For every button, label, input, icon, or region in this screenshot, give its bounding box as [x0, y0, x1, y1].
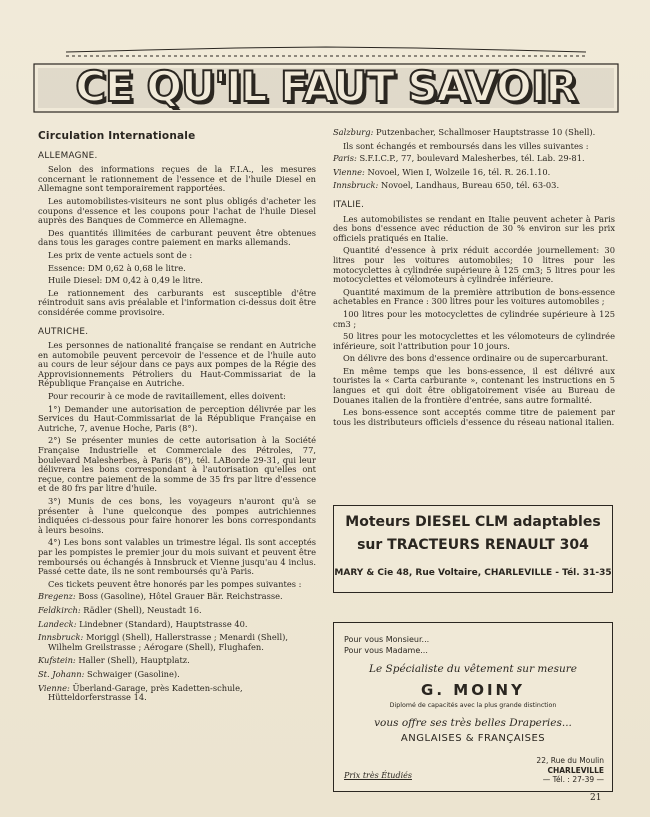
station-city: St. Johann:	[38, 668, 85, 679]
advertisement-tailor	[333, 622, 613, 792]
paragraph: Essence: DM 0,62 à 0,68 le litre.	[48, 262, 186, 273]
paragraph: Ils sont échangés et remboursés dans les villes suivantes :	[343, 140, 589, 151]
paragraph: Les automobilistes-visiteurs ne sont plus obligés d'acheter les coupons d'essence et les coupons pour l'achat de l'huile Diesel auprès des Banques de Commerce en Allemagne.	[38, 195, 316, 226]
station-city: Kufstein:	[38, 655, 76, 666]
ad-subheadline: sur TRACTEURS RENAULT 304	[357, 537, 589, 553]
ad-line-madame: Pour vous Madame...	[344, 646, 428, 655]
exchange-entry	[333, 154, 615, 164]
right-column	[333, 128, 615, 430]
station-text: Rädler (Shell), Neustadt 16.	[80, 604, 202, 615]
station-city: Salzburg:	[333, 127, 374, 137]
paragraph: En même temps que les bons-essence, il est délivré aux touristes la « Carta carburante », contenant les instructions en 5 langues et qui doit être obligatoirement visée au Bureau de Douanes italien de la frontière d'entrée, sans autre formalité.	[333, 365, 615, 405]
exchange-text: S.F.I.C.P., 77, boulevard Malesherbes, tél. Lab. 29-81.	[356, 153, 585, 164]
paragraph: On délivre des bons d'essence ordinaire ou de supercarburant.	[343, 353, 609, 364]
paragraph: 1°) Demander une autorisation de perception délivrée par les Services du Haut-Commissariat de la République Française en Autriche, 7, avenue Hoche, Paris (8°).	[38, 403, 316, 433]
ad-diploma-note: Diplomé de capacités avec la plus grande distinction	[389, 702, 557, 709]
paragraph: Les bons-essence sont acceptés comme titre de paiement par tous les distributeurs officiels d'essence du réseau national italien.	[333, 407, 615, 427]
exchange-city: Paris:	[333, 153, 357, 164]
station-entry	[333, 128, 615, 138]
station-city: Landeck:	[38, 618, 77, 629]
paragraph: 3°) Munis de ces bons, les voyageurs n'auront qu'à se présenter à l'une quelconque des pompes autrichiennes indiquées ci-dessous pour faire honorer les bons correspondants à leurs besoins.	[38, 496, 316, 535]
ad-address-block	[536, 756, 604, 785]
station-text: Moriggl (Shell), Hallerstrasse ; Menardi (Shell), Wilhelm Greilstrasse ; Aérogare (Shell), Flughafen.	[48, 632, 288, 652]
ad-price-note: Prix très Étudiés	[344, 771, 412, 780]
paragraph: 4°) Les bons sont valables un trimestre légal. Ils sont acceptés par les pompistes le premier jour du mois suivant et peuvent être remboursés ou échangés à Innsbruck et Vienne jusqu'au 4 inclus. Passé cette date, ils ne sont remboursés qu'à Paris.	[38, 537, 316, 577]
station-entry	[38, 592, 316, 602]
station-entry	[38, 633, 316, 652]
exchange-city: Innsbruck:	[333, 180, 379, 191]
section-title: Circulation Internationale	[38, 130, 196, 142]
ad-fabrics: ANGLAISES & FRANÇAISES	[400, 733, 546, 744]
station-entry	[38, 606, 316, 616]
paragraph: 2°) Se présenter munies de cette autorisation à la Société Française Industrielle et Commerciale des Pétroles, 77, boulevard Malesherbes, à Paris (8°), tél. LABorde 29-31, qui leur délivrera les bons correspondant à l'autorisation qu'elles ont reçue, contre paiement de la somme de 35 frs par litre d'essence et de 80 frs par litre d'huile.	[38, 435, 316, 494]
paragraph: Selon des informations reçues de la F.I.A., les mesures concernant le rationnement de l'essence et de l'huile Diesel en Allemagne sont temporairement rapportées.	[38, 164, 316, 194]
paragraph: Les personnes de nationalité française se rendant en Autriche en automobile peuvent percevoir de l'essence et de l'huile auto au cours de leur séjour dans ce pays aux pompes de la Régie des Approvisionnements Pétroliers du Haut-Commissariat de la République Française en Autriche.	[38, 340, 316, 389]
paragraph: Ces tickets peuvent être honorés par les pompes suivantes :	[48, 578, 302, 589]
ad-tagline: Le Spécialiste du vêtement sur mesure	[369, 663, 577, 675]
station-city: Bregenz:	[38, 591, 76, 602]
page-number: 21	[590, 793, 602, 803]
heading-allemagne: ALLEMAGNE.	[38, 150, 98, 161]
exchange-city: Vienne:	[333, 166, 365, 177]
station-text: Überland-Garage, près Kadetten-schule, Hütteldorferstrasse 14.	[48, 682, 243, 703]
paragraph: Pour recourir à ce mode de ravitaillement, elles doivent:	[48, 391, 286, 402]
paragraph: Quantité maximum de la première attribution de bons-essence achetables en France : 300 litres pour les voitures automobiles ;	[333, 286, 615, 307]
exchange-entry	[333, 168, 615, 178]
station-text: Schwaiger (Gasoline).	[84, 668, 180, 679]
station-city: Innsbruck:	[38, 632, 84, 643]
paragraph: Quantité d'essence à prix réduit accordée journellement: 30 litres pour les voitures automobiles; 10 litres pour les motocyclettes à cylindrée supérieure à 125 cm3; 5 litres pour les motocyclettes et vélomoteurs à cylindrée inférieure.	[333, 245, 615, 285]
station-text: Lindebner (Standard), Hauptstrasse 40.	[76, 618, 248, 629]
station-text: Boss (Gasoline), Hôtel Grauer Bär. Reichstrasse.	[75, 591, 283, 602]
paragraph: Les prix de vente actuels sont de :	[48, 249, 193, 260]
station-entry	[38, 670, 316, 680]
ad-line-monsieur: Pour vous Monsieur...	[344, 635, 430, 644]
ad-city: CHARLEVILLE	[547, 765, 604, 775]
exchange-text: Novoel, Landhaus, Bureau 650, tél. 63-03.	[378, 180, 560, 191]
paragraph: Le rationnement des carburants est susceptible d'être réintroduit sans avis préalable et l'information ci-dessus doit être considérée comme provisoire.	[38, 287, 316, 317]
station-entry	[38, 684, 316, 703]
ad-offer: vous offre ses très belles Draperies...	[374, 717, 572, 729]
paragraph: Des quantités illimitées de carburant peuvent être obtenues dans tous les garages contre paiement en marks allemands.	[38, 227, 316, 248]
paragraph: Huile Diesel: DM 0,42 à 0,49 le litre.	[48, 275, 203, 286]
ad-brand-name: G. MOINY	[421, 681, 525, 699]
paragraph: Les automobilistes se rendant en Italie peuvent acheter à Paris des bons d'essence avec réduction de 30 % environ sur les prix officiels pratiqués en Italie.	[333, 213, 615, 243]
advertisement-diesel	[333, 505, 613, 593]
left-column	[38, 128, 316, 707]
page-header	[26, 42, 626, 122]
ad-street: 22, Rue du Moulin	[536, 756, 604, 765]
station-entry	[38, 656, 316, 666]
heading-autriche: AUTRICHE.	[38, 326, 89, 337]
paragraph: 50 litres pour les motocyclettes et les vélomoteurs de cylindrée inférieure, soit l'attribution pour 10 jours.	[333, 331, 615, 351]
exchange-text: Novoel, Wien I, Wolzeile 16, tél. R. 26.1.10.	[364, 166, 551, 177]
station-text: Haller (Shell), Hauptplatz.	[75, 655, 190, 666]
ad-phone: — Tél. : 27-39 —	[542, 775, 604, 784]
ad-address: MARY & Cie 48, Rue Voltaire, CHARLEVILLE - Tél. 31-35	[334, 568, 612, 578]
station-city: Vienne:	[38, 682, 70, 693]
station-entry	[38, 620, 316, 630]
ad-headline: Moteurs DIESEL CLM adaptables	[345, 514, 601, 530]
heading-italie: ITALIE.	[333, 199, 365, 210]
station-text: Putzenbacher, Schallmoser Hauptstrasse 10 (Shell).	[373, 127, 596, 137]
station-city: Feldkirch:	[38, 604, 81, 615]
page-title: CE QU'IL FAUT SAVOIR	[75, 62, 577, 111]
paragraph: 100 litres pour les motocyclettes de cylindrée supérieure à 125 cm3 ;	[333, 308, 615, 329]
exchange-entry	[333, 181, 615, 191]
